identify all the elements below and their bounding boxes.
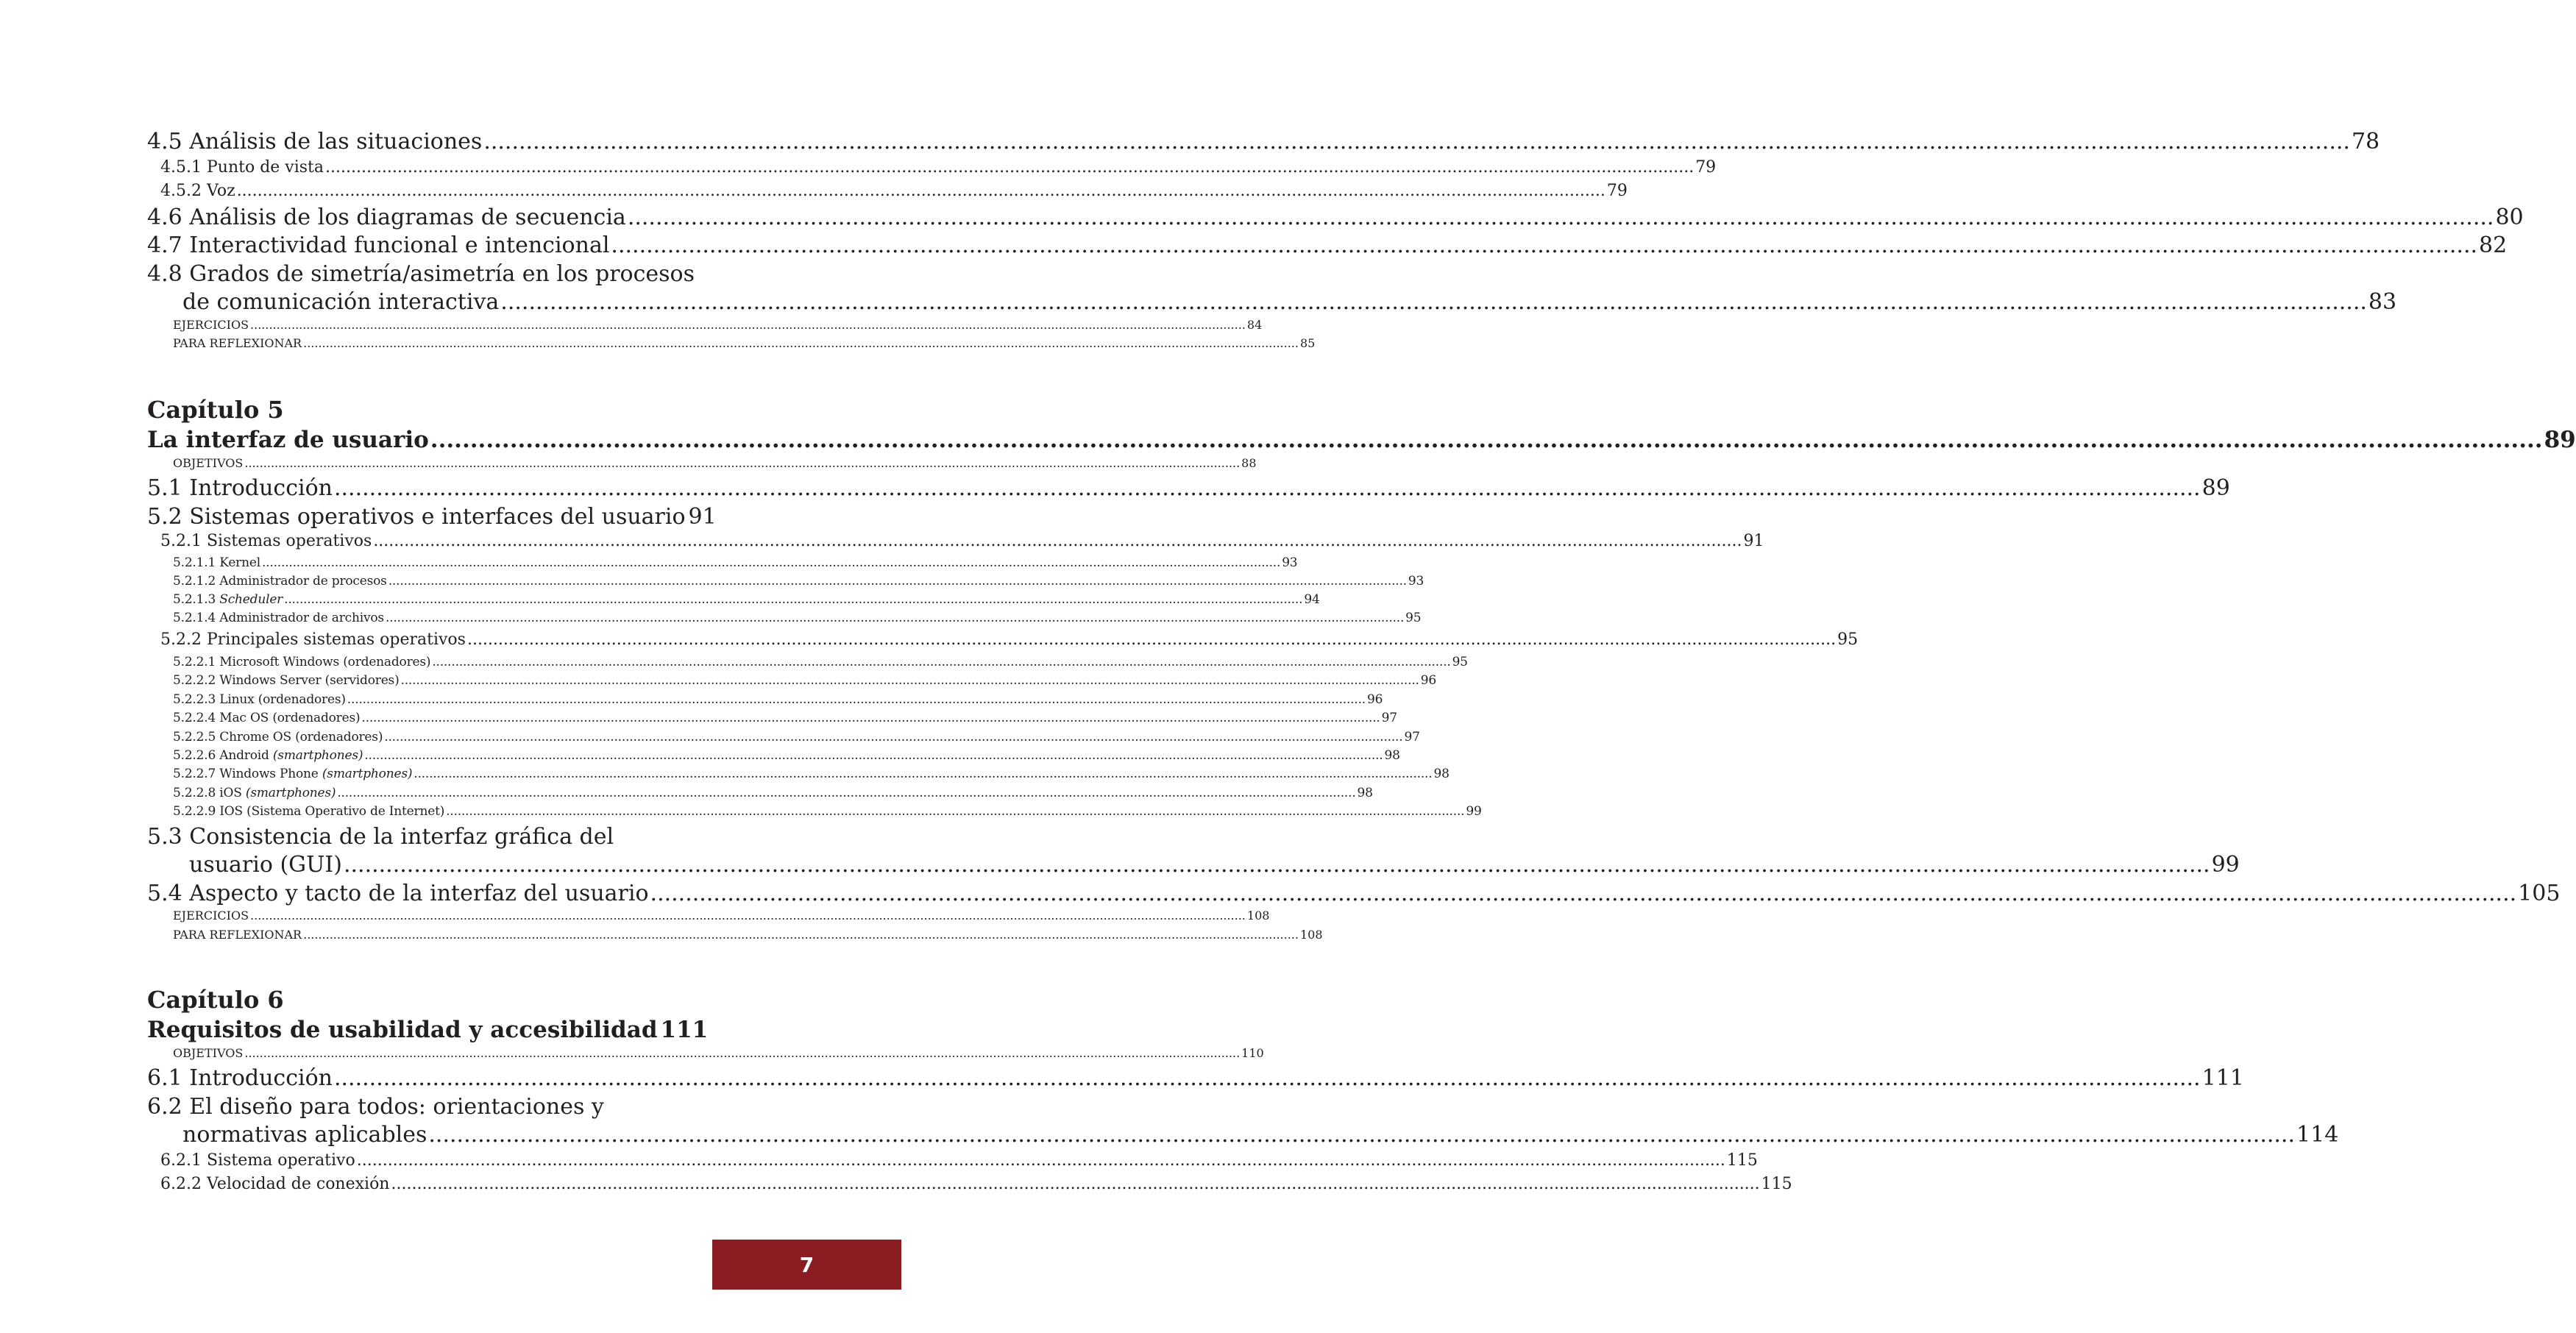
toc-entry-page: 99 [1466, 804, 1482, 819]
toc-entry-page: 98 [1384, 748, 1400, 763]
toc-leader: .......................................................................................................................................................................................................................................................................... [650, 881, 2517, 906]
toc-entry [173, 909, 1270, 923]
chapter-heading: Capítulo 6 [147, 986, 284, 1014]
toc-entry-page: 98 [1357, 786, 1373, 800]
toc-entry [147, 205, 2524, 230]
toc-entry-page: 95 [1405, 611, 1422, 625]
toc-entry-title: 5.2.2.1 Microsoft Windows (ordenadores) [173, 655, 431, 669]
toc-entry-page: 78 [2351, 129, 2380, 154]
toc-leader: .......................................................................................................................................................................................................................................................................... [356, 1151, 1725, 1170]
toc-entry-page: 108 [1299, 928, 1323, 942]
toc-leader: .......................................................................................................................................................................................................................................................................... [432, 655, 1451, 669]
toc-entry-page: 88 [1241, 456, 1257, 470]
toc-chapter-entry [147, 427, 2576, 453]
toc-leader: .......................................................................................................................................................................................................................................................................... [627, 205, 2494, 230]
toc-entry-title: usuario (GUI) [189, 852, 342, 878]
toc-entry [173, 318, 1263, 332]
toc-entry-page: 98 [1433, 767, 1450, 781]
toc-entry-title: 5.2.1 Sistemas operativos [160, 532, 372, 550]
toc-entry [160, 532, 1764, 550]
toc-entry [147, 232, 2508, 258]
toc-entry-title: OBJETIVOS [173, 1046, 244, 1060]
toc-leader: .......................................................................................................................................................................................................................................................................... [364, 748, 1383, 763]
toc-entry [160, 182, 1628, 200]
toc-entry-title: 5.1 Introducción [147, 475, 333, 501]
toc-entry [160, 630, 1859, 649]
toc-entry-page: 105 [2518, 881, 2561, 906]
toc-entry-title: PARA REFLEXIONAR [173, 928, 302, 942]
toc-entry [173, 673, 1436, 688]
toc-entry-page: 111 [2201, 1065, 2244, 1091]
toc-entry [147, 129, 2380, 154]
toc-leader: .......................................................................................................................................................................................................................................................................... [250, 318, 1246, 332]
toc-entry-page: 83 [2368, 289, 2397, 315]
toc-leader: .......................................................................................................................................................................................................................................................................... [337, 786, 1356, 800]
toc-entry [182, 289, 2397, 315]
toc-entry-page: 82 [2479, 232, 2508, 258]
toc-entry [173, 804, 1482, 819]
toc-entry-title: 4.6 Análisis de los diagramas de secuencia [147, 205, 626, 230]
toc-leader: .......................................................................................................................................................................................................................................................................... [284, 592, 1303, 607]
toc-entry [173, 786, 1373, 800]
toc-leader: .......................................................................................................................................................................................................................................................................... [466, 630, 1837, 649]
toc-entry [173, 456, 1257, 470]
toc-leader: .......................................................................................................................................................................................................................................................................... [303, 336, 1299, 350]
toc-entry-page: 95 [1837, 630, 1859, 649]
toc-entry-page: 91 [1743, 532, 1764, 550]
toc-entry-page: 99 [2211, 852, 2240, 878]
toc-leader: .......................................................................................................................................................................................................................................................................... [236, 182, 1605, 200]
toc-entry-title: 6.1 Introducción [147, 1065, 333, 1091]
chapter-heading: Capítulo 5 [147, 396, 284, 424]
toc-entry-page: 111 [660, 1017, 709, 1043]
toc-entry-title: 6.2.1 Sistema operativo [160, 1151, 355, 1170]
toc-entry-page: 80 [2495, 205, 2524, 230]
toc-entry [147, 1065, 2244, 1091]
toc-entry [160, 1175, 1792, 1193]
toc-leader: .......................................................................................................................................................................................................................................................................... [385, 611, 1405, 625]
toc-entry [147, 504, 717, 530]
toc-entry-title: de comunicación interactiva [182, 289, 500, 315]
toc-entry-title: Requisitos de usabilidad y accesibilidad [147, 1017, 658, 1043]
toc-entry-title: 5.2 Sistemas operativos e interfaces del usuario [147, 504, 686, 530]
toc-entry-page: 96 [1367, 692, 1383, 707]
toc-entry-page: 97 [1381, 711, 1397, 725]
toc-entry [173, 692, 1383, 707]
toc-entry-title: 5.2.1.4 Administrador de archivos [173, 611, 384, 625]
toc-leader: .......................................................................................................................................................................................................................................................................... [261, 555, 1281, 570]
toc-entry-page: 89 [2201, 475, 2230, 501]
toc-entry-page: 79 [1695, 158, 1717, 177]
toc-entry [173, 767, 1450, 781]
toc-entry [173, 574, 1424, 589]
toc-entry-page: 94 [1304, 592, 1320, 607]
toc-leader: .......................................................................................................................................................................................................................................................................... [373, 532, 1742, 550]
toc-leader: .......................................................................................................................................................................................................................................................................... [391, 1175, 1760, 1193]
toc-entry-title: 5.2.1.1 Kernel [173, 555, 260, 570]
toc-entry-title: PARA REFLEXIONAR [173, 336, 302, 350]
toc-entry-title-italic: (smartphones) [322, 767, 413, 781]
toc-entry-page: 110 [1241, 1046, 1264, 1060]
toc-entry [173, 555, 1298, 570]
toc-entry [189, 852, 2240, 878]
toc-entry-title: 6.2 El diseño para todos: orientaciones y [147, 1094, 604, 1120]
toc-leader: .......................................................................................................................................................................................................................................................................... [325, 158, 1695, 177]
toc-entry-title: 5.3 Consistencia de la interfaz gráfica del [147, 824, 614, 850]
toc-entry [173, 611, 1422, 625]
toc-entry-title-italic: Scheduler [219, 592, 283, 607]
toc-entry-title: 5.2.2.5 Chrome OS (ordenadores) [173, 730, 383, 744]
toc-entry [182, 1122, 2339, 1148]
toc-entry [173, 730, 1420, 744]
toc-entry [160, 158, 1717, 177]
toc-leader: .......................................................................................................................................................................................................................................................................... [430, 427, 2543, 453]
toc-leader: .......................................................................................................................................................................................................................................................................... [414, 767, 1433, 781]
toc-entry-title: EJERCICIOS [173, 318, 249, 332]
toc-leader: .......................................................................................................................................................................................................................................................................... [343, 852, 2210, 878]
toc-entry-title: 5.2.2 Principales sistemas operativos [160, 630, 466, 649]
toc-entry-title: 5.2.2.8 iOS [173, 786, 246, 800]
toc-entry [173, 711, 1397, 725]
toc-entry-page: 84 [1246, 318, 1263, 332]
toc-leader: .......................................................................................................................................................................................................................................................................... [347, 692, 1366, 707]
toc-entry-title: 5.2.1.3 [173, 592, 220, 607]
toc-leader: .......................................................................................................................................................................................................................................................................... [611, 232, 2478, 258]
toc-entry-title-italic: (smartphones) [272, 748, 363, 763]
toc-entry-page: 114 [2296, 1122, 2339, 1148]
toc-leader: .......................................................................................................................................................................................................................................................................... [244, 1046, 1241, 1060]
toc-entry [173, 336, 1316, 350]
toc-entry-page: 79 [1606, 182, 1628, 200]
toc-entry [173, 748, 1400, 763]
toc-leader: .......................................................................................................................................................................................................................................................................... [500, 289, 2367, 315]
toc-leader: .......................................................................................................................................................................................................................................................................... [388, 574, 1407, 589]
toc-entry-page: 96 [1420, 673, 1436, 688]
toc-entry [160, 1151, 1758, 1170]
toc-entry-title: 4.5.2 Voz [160, 182, 235, 200]
toc-entry-title: normativas aplicables [182, 1122, 427, 1148]
toc-leader: .......................................................................................................................................................................................................................................................................... [384, 730, 1403, 744]
toc-entry-title: 5.2.2.4 Mac OS (ordenadores) [173, 711, 361, 725]
page-number-badge [712, 1240, 901, 1290]
toc-leader: .......................................................................................................................................................................................................................................................................... [333, 475, 2201, 501]
toc-entry-page: 93 [1408, 574, 1424, 589]
toc-leader: .......................................................................................................................................................................................................................................................................... [483, 129, 2350, 154]
page-number: 7 [799, 1252, 815, 1277]
toc-entry [147, 475, 2230, 501]
toc-entry-page: 89 [2544, 427, 2576, 453]
toc-leader: .......................................................................................................................................................................................................................................................................... [361, 711, 1380, 725]
toc-entry-page: 85 [1299, 336, 1316, 350]
toc-leader: .......................................................................................................................................................................................................................................................................... [333, 1065, 2201, 1091]
toc-entry-title: 5.2.2.6 Android [173, 748, 273, 763]
toc-entry-page: 115 [1761, 1175, 1792, 1193]
toc-entry-title-italic: (smartphones) [245, 786, 336, 800]
toc-entry-title: 5.2.1.2 Administrador de procesos [173, 574, 387, 589]
toc-entry-page: 93 [1282, 555, 1298, 570]
toc-entry-title: 4.7 Interactividad funcional e intencional [147, 232, 610, 258]
toc-entry-title: OBJETIVOS [173, 456, 244, 470]
toc-entry [173, 1046, 1264, 1060]
toc-entry-page: 91 [688, 504, 717, 530]
toc-leader: .......................................................................................................................................................................................................................................................................... [400, 673, 1419, 688]
toc-entry-page: 108 [1246, 909, 1270, 923]
toc-entry [173, 655, 1468, 669]
toc-entry-title: 4.5 Análisis de las situaciones [147, 129, 483, 154]
toc-entry [173, 928, 1323, 942]
toc-leader: .......................................................................................................................................................................................................................................................................... [428, 1122, 2296, 1148]
toc-entry [147, 881, 2561, 906]
toc-leader: .......................................................................................................................................................................................................................................................................... [250, 909, 1246, 923]
toc-entry-title: 4.5.1 Punto de vista [160, 158, 324, 177]
toc-entry-title: 5.2.2.9 IOS (Sistema Operativo de Internet) [173, 804, 445, 819]
toc-entry-title: 5.4 Aspecto y tacto de la interfaz del usuario [147, 881, 649, 906]
toc-chapter-entry [147, 1017, 709, 1043]
toc-entry-page: 95 [1452, 655, 1468, 669]
toc-leader: .......................................................................................................................................................................................................................................................................... [303, 928, 1299, 942]
toc-entry-title: 6.2.2 Velocidad de conexión [160, 1175, 390, 1193]
toc-entry-title: 4.8 Grados de simetría/asimetría en los procesos [147, 261, 695, 287]
toc-entry-title: 5.2.2.2 Windows Server (servidores) [173, 673, 400, 688]
toc-entry-page: 115 [1726, 1151, 1758, 1170]
toc-leader: .......................................................................................................................................................................................................................................................................... [244, 456, 1241, 470]
toc-entry-title: 5.2.2.7 Windows Phone [173, 767, 322, 781]
toc-entry [173, 592, 1320, 607]
toc-entry-title: EJERCICIOS [173, 909, 249, 923]
toc-entry-page: 97 [1404, 730, 1420, 744]
toc-entry-title: 5.2.2.3 Linux (ordenadores) [173, 692, 346, 707]
toc-leader: .......................................................................................................................................................................................................................................................................... [446, 804, 1465, 819]
toc-entry-title: La interfaz de usuario [147, 427, 429, 453]
